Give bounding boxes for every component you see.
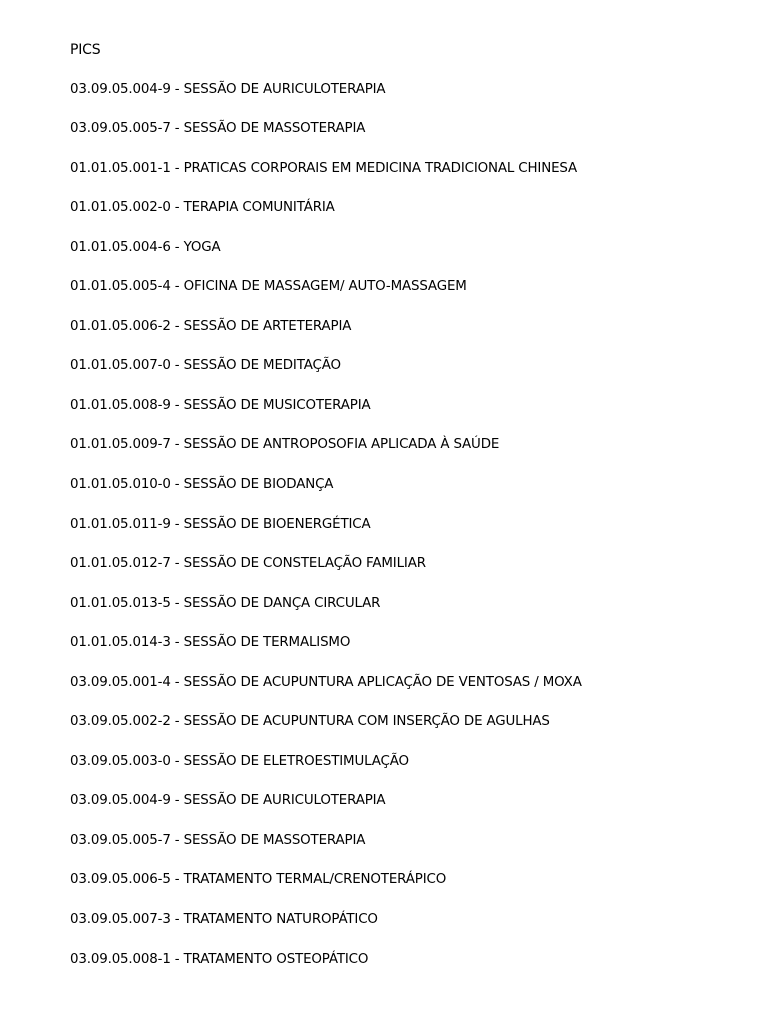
list-item: 03.09.05.008-1 - TRATAMENTO OSTEOPÁTICO [70, 951, 369, 967]
procedure-list [70, 80, 750, 970]
document-page [70, 40, 750, 970]
list-item: 03.09.05.007-3 - TRATAMENTO NATUROPÁTICO [70, 912, 378, 928]
list-item: 01.01.05.001-1 - PRATICAS CORPORAIS EM MEDICINA TRADICIONAL CHINESA [70, 160, 578, 176]
list-item: 01.01.05.010-0 - SESSÃO DE BIODANÇA [70, 477, 334, 493]
list-item: 01.01.05.013-5 - SESSÃO DE DANÇA CIRCULAR [70, 595, 381, 611]
list-item: 01.01.05.014-3 - SESSÃO DE TERMALISMO [70, 635, 351, 651]
list-item: 01.01.05.011-9 - SESSÃO DE BIOENERGÉTICA [70, 516, 371, 532]
list-item: 01.01.05.005-4 - OFICINA DE MASSAGEM/ AUTO-MASSAGEM [70, 279, 467, 295]
list-item: 01.01.05.002-0 - TERAPIA COMUNITÁRIA [70, 200, 335, 216]
list-item: 01.01.05.012-7 - SESSÃO DE CONSTELAÇÃO FAMILIAR [70, 556, 426, 572]
list-item: 01.01.05.008-9 - SESSÃO DE MUSICOTERAPIA [70, 397, 371, 413]
list-item: 03.09.05.004-9 - SESSÃO DE AURICULOTERAPIA [70, 793, 386, 809]
list-item: 03.09.05.004-9 - SESSÃO DE AURICULOTERAPIA [70, 81, 386, 97]
list-item: 03.09.05.002-2 - SESSÃO DE ACUPUNTURA COM INSERÇÃO DE AGULHAS [70, 714, 550, 730]
list-item: 01.01.05.009-7 - SESSÃO DE ANTROPOSOFIA APLICADA À SAÚDE [70, 437, 500, 453]
list-item: 03.09.05.001-4 - SESSÃO DE ACUPUNTURA APLICAÇÃO DE VENTOSAS / MOXA [70, 674, 582, 690]
list-item: 01.01.05.004-6 - YOGA [70, 239, 221, 255]
list-item: 03.09.05.005-7 - SESSÃO DE MASSOTERAPIA [70, 121, 366, 137]
list-item: 03.09.05.003-0 - SESSÃO DE ELETROESTIMULAÇÃO [70, 753, 409, 769]
list-item: 01.01.05.007-0 - SESSÃO DE MEDITAÇÃO [70, 358, 341, 374]
list-item: 03.09.05.005-7 - SESSÃO DE MASSOTERAPIA [70, 832, 366, 848]
list-item: 03.09.05.006-5 - TRATAMENTO TERMAL/CRENOTERÁPICO [70, 872, 447, 888]
document-title: PICS [70, 42, 101, 58]
list-item: 01.01.05.006-2 - SESSÃO DE ARTETERAPIA [70, 318, 352, 334]
